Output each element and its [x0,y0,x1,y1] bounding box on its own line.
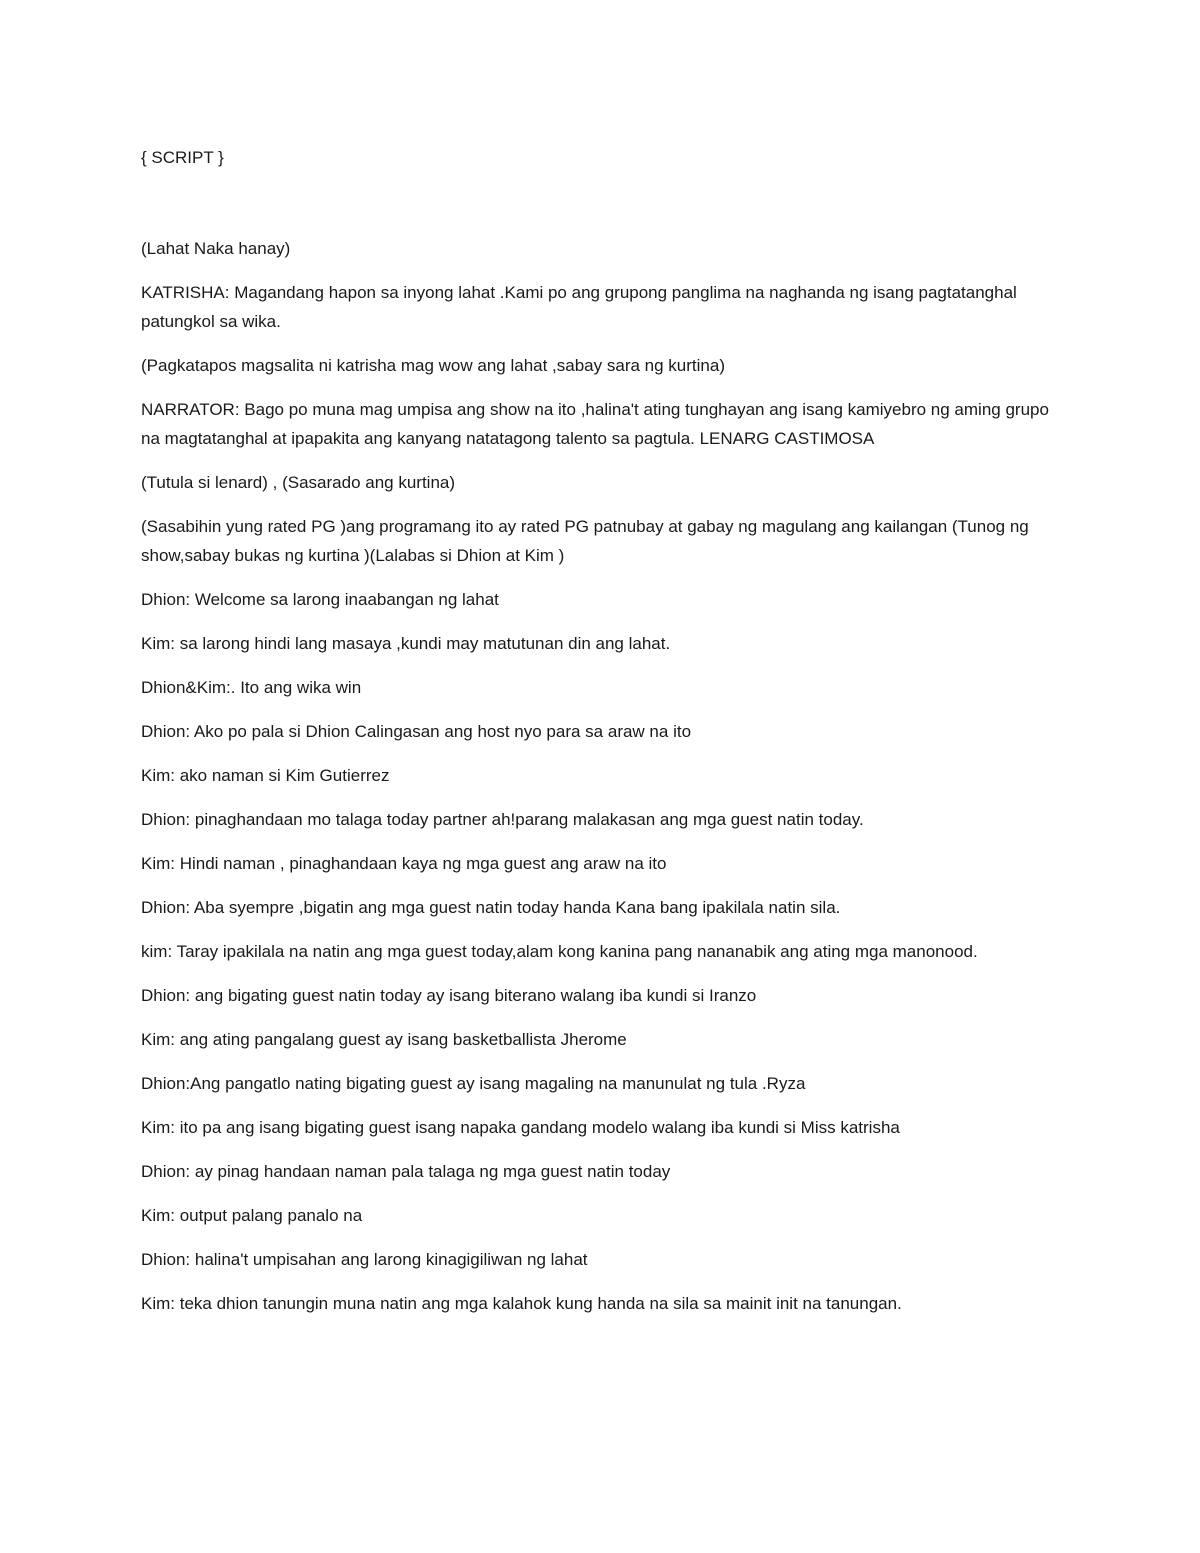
script-line: (Sasabihin yung rated PG )ang programang ito ay rated PG patnubay at gabay ng magulang ang kailangan (Tunog ng show,sabay bukas ng kurtina )(Lalabas si Dhion at Kim ) [141,517,1029,565]
script-line: kim: Taray ipakilala na natin ang mga guest today,alam kong kanina pang nananabik ang ating mga manonood. [141,942,978,961]
script-line: Kim: ang ating pangalang guest ay isang basketballista Jherome [141,1030,627,1049]
script-line: Dhion: Aba syempre ,bigatin ang mga guest natin today handa Kana bang ipakilala natin sila. [141,898,841,917]
script-line: Dhion: ang bigating guest natin today ay isang biterano walang iba kundi si Iranzo [141,986,757,1005]
script-line: Kim: ito pa ang isang bigating guest isang napaka gandang modelo walang iba kundi si Miss katrisha [141,1118,900,1137]
script-line: Dhion&Kim:. Ito ang wika win [141,678,362,697]
script-line: Dhion: halina't umpisahan ang larong kinagigiliwan ng lahat [141,1250,588,1269]
document-title: { SCRIPT } [141,148,224,167]
script-line: NARRATOR: Bago po muna mag umpisa ang show na ito ,halina't ating tunghayan ang isang kamiyebro ng aming grupo na magtatanghal at ipapakita ang kanyang natatagong talento sa pagtula. LENARG CASTIMOSA [141,400,1049,448]
script-line: Dhion: Welcome sa larong inaabangan ng lahat [141,590,499,609]
script-line: Dhion: ay pinag handaan naman pala talaga ng mga guest natin today [141,1162,671,1181]
script-line: Kim: Hindi naman , pinaghandaan kaya ng mga guest ang araw na ito [141,854,667,873]
script-line: (Lahat Naka hanay) [141,239,291,258]
script-line: Dhion: pinaghandaan mo talaga today partner ah!parang malakasan ang mga guest natin today. [141,810,864,829]
script-line: Kim: output palang panalo na [141,1206,363,1225]
script-line: Dhion:Ang pangatlo nating bigating guest ay isang magaling na manunulat ng tula .Ryza [141,1074,806,1093]
script-line: (Pagkatapos magsalita ni katrisha mag wow ang lahat ,sabay sara ng kurtina) [141,356,725,375]
script-line: KATRISHA: Magandang hapon sa inyong lahat .Kami po ang grupong panglima na naghanda ng isang pagtatanghal patungkol sa wika. [141,283,1017,331]
script-line: Kim: teka dhion tanungin muna natin ang mga kalahok kung handa na sila sa mainit init na tanungan. [141,1294,902,1313]
script-line: Dhion: Ako po pala si Dhion Calingasan ang host nyo para sa araw na ito [141,722,692,741]
script-line: Kim: ako naman si Kim Gutierrez [141,766,390,785]
document-body [141,143,1061,1333]
script-line: Kim: sa larong hindi lang masaya ,kundi may matutunan din ang lahat. [141,634,671,653]
script-line: (Tutula si lenard) , (Sasarado ang kurtina) [141,473,456,492]
